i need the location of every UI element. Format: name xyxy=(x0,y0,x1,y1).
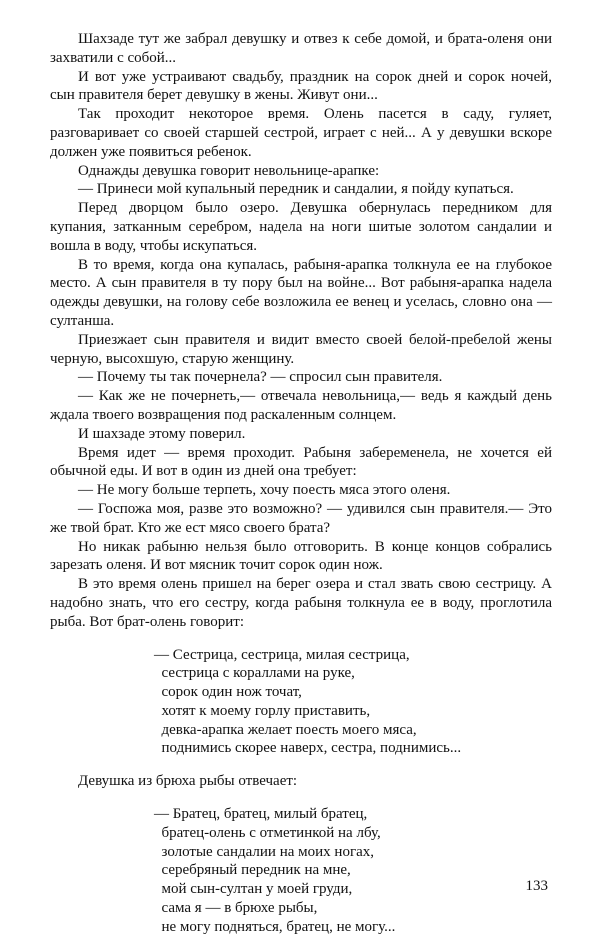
verse-line: хотят к моему горлу приставить, xyxy=(154,702,371,719)
paragraph: — Как же не почернеть,— отвечала невольница,— ведь я каждый день ждала твоего возвращения под раскаленным солнцем. xyxy=(50,388,552,423)
paragraph: — Госпожа моя, разве это возможно? — удивился сын правителя.— Это же твой брат. Кто же ест мясо своего брата? xyxy=(50,500,552,536)
paragraph: Приезжает сын правителя и видит вместо своей белой-пребелой жены черную, высохшую, старую женщину. xyxy=(50,331,552,367)
paragraph: — Принеси мой купальный передник и сандалии, я пойду купаться. xyxy=(78,181,514,198)
verse-line: серебряный передник на мне, xyxy=(154,862,351,879)
paragraph: В это время олень пришел на берег озера и стал звать свою сестрицу. А надобно знать, что его сестру, когда рабыня толкнула ее в воду, проглотила рыба. Вот брат-олень говорит: xyxy=(50,576,552,630)
verse-line: мой сын-султан у моей груди, xyxy=(154,881,353,898)
verse-line: сорок один нож точат, xyxy=(154,684,302,701)
verse-line: — Сестрица, сестрица, милая сестрица, xyxy=(154,646,410,663)
page-number: 133 xyxy=(525,878,548,894)
paragraph: И шахзаде этому поверил. xyxy=(78,425,246,442)
paragraph: Но никак рабыню нельзя было отговорить. В конце концов собрались зарезать оленя. И вот мясник точит сорок один нож. xyxy=(50,538,552,574)
paragraph: Девушка из брюха рыбы отвечает: xyxy=(78,773,298,790)
paragraph: Так проходит некоторое время. Олень пасется в саду, гуляет, разговаривает со своей старшей сестрой, играет с ней... А у девушки вскоре должен уже появиться ребенок. xyxy=(50,106,552,160)
verse-line: сестрица с кораллами на руке, xyxy=(154,665,355,682)
paragraph: И вот уже устраивают свадьбу, праздник на сорок дней и сорок ночей, сын правителя берет девушку в жены. Живут они... xyxy=(50,68,552,104)
paragraph: — Не могу больше терпеть, хочу поесть мяса этого оленя. xyxy=(78,482,451,499)
verse-line: не могу подняться, братец, не могу... xyxy=(154,918,396,935)
verse-line: девка-арапка желает поесть моего мяса, xyxy=(154,721,417,738)
verse-deer-song xyxy=(154,646,552,759)
verse-girl-reply xyxy=(154,805,552,937)
paragraph: Шахзаде тут же забрал девушку и отвез к себе домой, и брата-оленя они захватили с собой... xyxy=(50,31,552,66)
verse-line: — Братец, братец, милый братец, xyxy=(154,806,368,823)
paragraph: — Почему ты так почернела? — спросил сын правителя. xyxy=(78,369,443,386)
paragraph: В то время, когда она купалась, рабыня-арапка толкнула ее на глубокое место. А сын правителя в ту пору был на войне... Вот рабыня-арапка надела одежды девушки, на голову себе возложила ее венец и уселась, словно она — султанша. xyxy=(50,256,552,329)
paragraph: Перед дворцом было озеро. Девушка обернулась передником для купания, затканным серебром, надела на ноги шитые золотом сандалии и вошла в воду, чтобы искупаться. xyxy=(50,200,552,254)
verse-line: сама я — в брюхе рыбы, xyxy=(154,900,318,917)
verse-line: поднимись скорее наверх, сестра, поднимись... xyxy=(154,740,462,757)
verse-line: братец-олень с отметинкой на лбу, xyxy=(154,824,381,841)
paragraph: Однажды девушка говорит невольнице-арапке: xyxy=(78,162,380,179)
paragraph: Время идет — время проходит. Рабыня забеременела, не хочется ей обычной еды. И вот в один из дней она требует: xyxy=(50,444,552,480)
page-text xyxy=(50,30,552,951)
verse-line: золотые сандалии на моих ногах, xyxy=(154,843,374,860)
